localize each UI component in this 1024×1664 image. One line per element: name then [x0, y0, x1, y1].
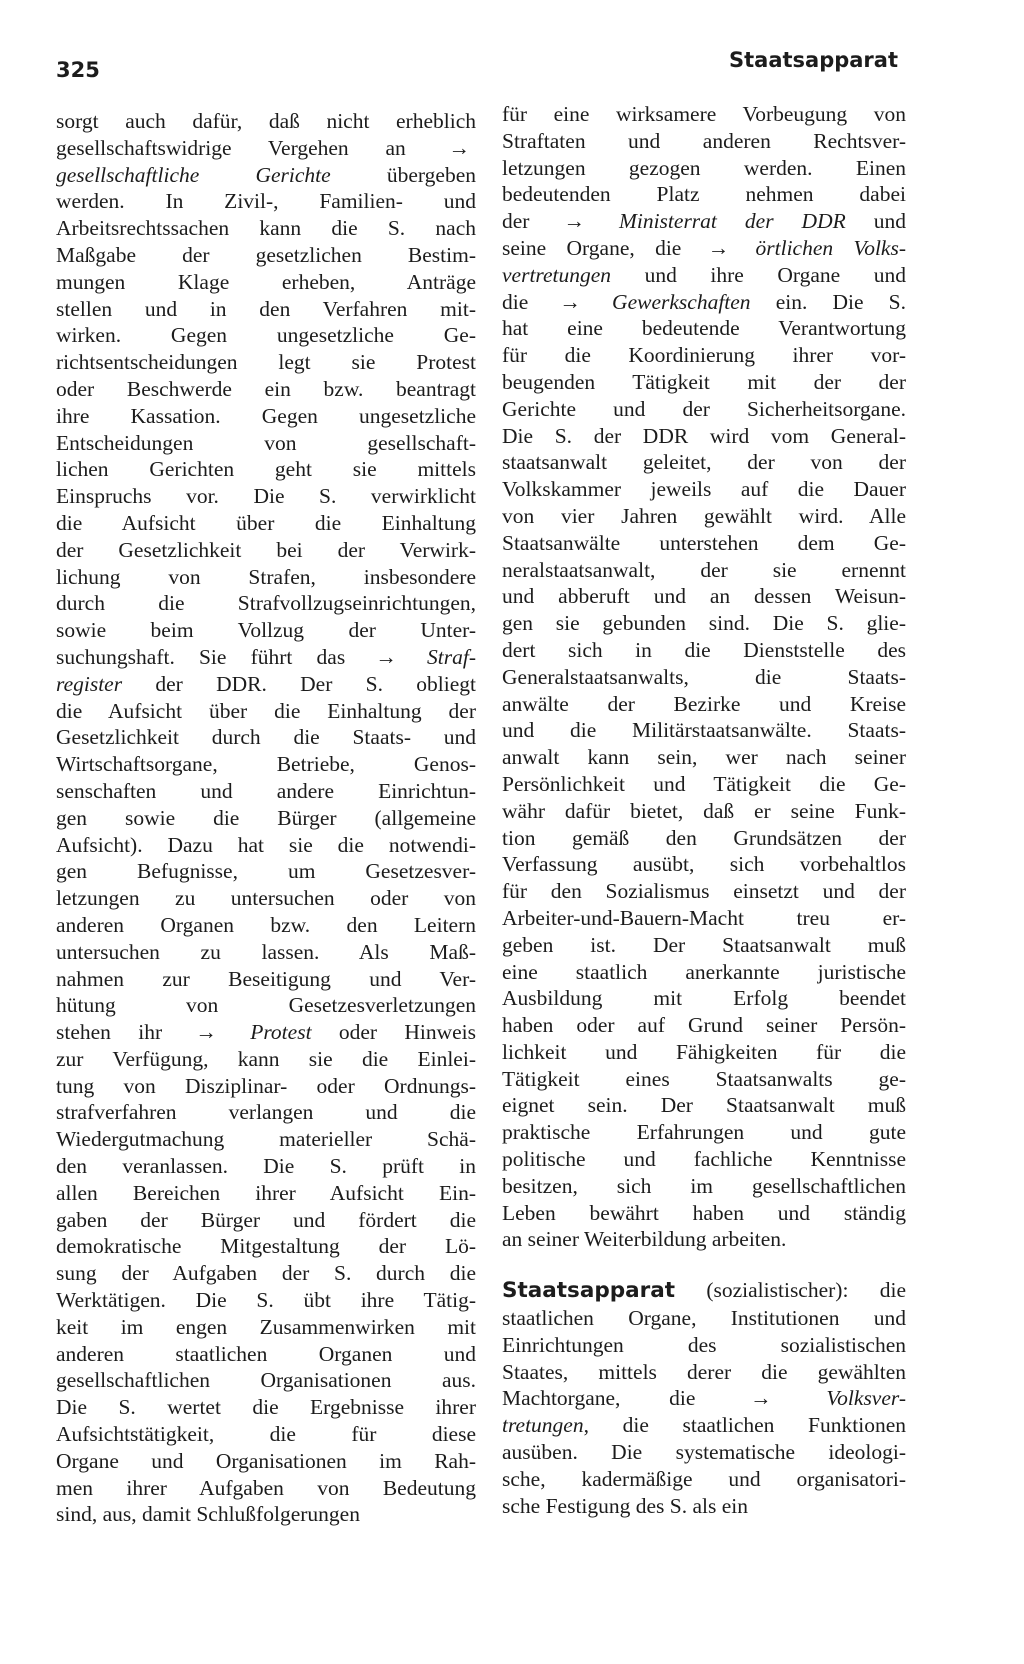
- text-line: anderen staatlichen Organen und: [56, 1341, 476, 1366]
- text-line: ausüben. Die systematische ideologi-: [502, 1440, 906, 1465]
- page-number: 325: [56, 58, 100, 82]
- text-line: der → Ministerrat der DDR und: [502, 209, 906, 234]
- text-line: untersuchen zu lassen. Als Maß-: [56, 939, 476, 964]
- text-line: ihre Kassation. Gegen ungesetzliche: [56, 403, 476, 428]
- text-line: Wiedergutmachung materieller Schä-: [56, 1127, 476, 1152]
- entry-text: (sozialistischer): die: [675, 1278, 906, 1303]
- text-line: gen sie gebunden sind. Die S. glie-: [502, 611, 906, 636]
- text-line: sung der Aufgaben der S. durch die: [56, 1261, 476, 1286]
- text-line: Arbeiter-und-Bauern-Macht treu er-: [502, 905, 906, 930]
- text-line: gaben der Bürger und fördert die: [56, 1207, 476, 1232]
- text-line: Gerichte und der Sicherheitsorgane.: [502, 396, 906, 421]
- text-line: Maßgabe der gesetzlichen Bestim-: [56, 242, 476, 267]
- left-column: [56, 108, 476, 1528]
- text-line: vertretungen und ihre Organe und: [502, 262, 906, 287]
- text-line: Leben bewährt haben und ständig: [502, 1200, 906, 1225]
- text-line: sorgt auch dafür, daß nicht erheblich: [56, 109, 476, 133]
- text-line: zur Verfügung, kann sie die Einlei-: [56, 1046, 476, 1071]
- text-line: [502, 1277, 906, 1305]
- text-line: Werktätigen. Die S. übt ihre Tätig-: [56, 1288, 476, 1313]
- text-line: Tätigkeit eines Staatsanwalts ge-: [502, 1066, 906, 1091]
- text-line: die Aufsicht über die Einhaltung: [56, 510, 476, 535]
- text-line: der Gesetzlichkeit bei der Verwirk-: [56, 537, 476, 562]
- text-line: eignet sein. Der Staatsanwalt muß: [502, 1093, 906, 1118]
- text-line: an seiner Weiterbildung arbeiten.: [502, 1227, 787, 1252]
- text-line: Gesetzlichkeit durch die Staats- und: [56, 725, 476, 750]
- text-line: Entscheidungen von gesellschaft-: [56, 430, 476, 455]
- text-line: hat eine bedeutende Verantwortung: [502, 316, 906, 341]
- text-line: Generalstaatsanwalts, die Staats-: [502, 664, 906, 689]
- text-line: sche Festigung des S. als ein: [502, 1493, 749, 1518]
- text-line: von vier Jahren gewählt wird. Alle: [502, 503, 906, 528]
- text-line: allen Bereichen ihrer Aufsicht Ein-: [56, 1180, 476, 1205]
- text-line: neralstaatsanwalt, der sie ernennt: [502, 557, 906, 582]
- text-line: lichung von Strafen, insbesondere: [56, 564, 476, 589]
- text-line: den veranlassen. Die S. prüft in: [56, 1154, 476, 1179]
- text-line: Einspruchs vor. Die S. verwirklicht: [56, 484, 476, 509]
- text-line: hütung von Gesetzesverletzungen: [56, 993, 476, 1018]
- text-line: Volkskammer jeweils auf die Dauer: [502, 477, 906, 502]
- text-line: lichen Gerichten geht sie mittels: [56, 457, 476, 482]
- text-line: die → Gewerkschaften ein. Die S.: [502, 289, 906, 314]
- entry-headword: Staatsapparat: [502, 1278, 676, 1304]
- text-line: sowie beim Vollzug der Unter-: [56, 618, 476, 643]
- text-line: und die Militärstaatsanwälte. Staats-: [502, 718, 906, 743]
- text-line: und abberuft und an dessen Weisun-: [502, 584, 906, 609]
- text-line: letzungen gezogen werden. Einen: [502, 155, 906, 180]
- text-line: tretungen, die staatlichen Funktionen: [502, 1413, 906, 1438]
- text-line: Staatsanwälte unterstehen dem Ge-: [502, 530, 906, 555]
- text-line: senschaften und andere Einrichtun-: [56, 778, 476, 803]
- text-line: keit im engen Zusammenwirken mit: [56, 1314, 476, 1339]
- text-line: geben ist. Der Staatsanwalt muß: [502, 932, 906, 957]
- text-line: bedeutenden Platz nehmen dabei: [502, 182, 906, 207]
- text-line: währ dafür bietet, daß er seine Funk-: [502, 798, 906, 823]
- text-line: Machtorgane, die → Volksver-: [502, 1386, 906, 1411]
- text-line: stellen und in den Verfahren mit-: [56, 296, 476, 321]
- text-line: letzungen zu untersuchen oder von: [56, 886, 476, 911]
- text-line: für die Koordinierung ihrer vor-: [502, 343, 906, 368]
- text-line: stehen ihr → Protest oder Hinweis: [56, 1020, 477, 1045]
- text-line: staatlichen Organe, Institutionen und: [502, 1306, 906, 1331]
- text-line: Aufsicht). Dazu hat sie die notwendi-: [56, 832, 476, 857]
- text-line: werden. In Zivil-, Familien- und: [56, 189, 476, 214]
- text-line: men ihrer Aufgaben von Bedeutung: [56, 1475, 476, 1500]
- text-line: anderen Organen bzw. den Leitern: [56, 912, 476, 937]
- text-line: Straftaten und anderen Rechtsver-: [502, 128, 906, 153]
- text-line: oder Beschwerde ein bzw. beantragt: [56, 376, 476, 401]
- text-line: politische und fachliche Kenntnisse: [502, 1147, 906, 1172]
- text-line: gesellschaftswidrige Vergehen an →: [56, 135, 470, 160]
- text-line: anwälte der Bezirke und Kreise: [502, 691, 906, 716]
- text-line: tung von Disziplinar- oder Ordnungs-: [56, 1073, 476, 1098]
- text-line: für den Sozialismus einsetzt und der: [502, 879, 906, 904]
- text-line: gen Befugnisse, um Gesetzesver-: [56, 859, 476, 884]
- text-line: anwalt kann sein, wer nach seiner: [502, 745, 906, 770]
- text-line: mungen Klage erheben, Anträge: [56, 269, 476, 294]
- text-line: Staates, mittels derer die gewählten: [502, 1359, 906, 1384]
- text-line: haben oder auf Grund seiner Persön-: [502, 1013, 906, 1038]
- text-line: register der DDR. Der S. obliegt: [56, 671, 476, 696]
- text-line: Einrichtungen des sozialistischen: [502, 1332, 906, 1357]
- text-line: sind, aus, damit Schlußfolgerungen: [56, 1502, 360, 1527]
- text-line: Ausbildung mit Erfolg beendet: [502, 986, 906, 1011]
- text-line: Verfassung ausübt, sich vorbehaltlos: [502, 852, 906, 877]
- text-line: sche, kadermäßige und organisatori-: [502, 1466, 906, 1491]
- text-line: durch die Strafvollzugseinrichtungen,: [56, 591, 476, 616]
- text-line: demokratische Mitgestaltung der Lö-: [56, 1234, 476, 1259]
- dictionary-entry: [502, 1277, 906, 1519]
- text-line: richtsentscheidungen legt sie Protest: [56, 350, 476, 375]
- text-line: dert sich in die Dienststelle des: [502, 637, 906, 662]
- text-line: eine staatlich anerkannte juristische: [502, 959, 906, 984]
- text-line: wirken. Gegen ungesetzliche Ge-: [56, 323, 476, 348]
- text-line: gesellschaftliche Gerichte übergeben: [56, 162, 476, 187]
- text-line: praktische Erfahrungen und gute: [502, 1120, 906, 1145]
- text-line: Die S. der DDR wird vom General-: [502, 423, 906, 448]
- text-line: für eine wirksamere Vorbeugung von: [502, 102, 906, 126]
- text-line: Organe und Organisationen im Rah-: [56, 1448, 476, 1473]
- text-line: lichkeit und Fähigkeiten für die: [502, 1039, 906, 1064]
- text-line: Persönlichkeit und Tätigkeit die Ge-: [502, 771, 906, 796]
- text-line: Arbeitsrechtssachen kann die S. nach: [56, 216, 476, 241]
- text-line: staatsanwalt geleitet, der von der: [502, 450, 906, 475]
- text-line: tion gemäß den Grundsätzen der: [502, 825, 906, 850]
- text-line: nahmen zur Beseitigung und Ver-: [56, 966, 476, 991]
- text-line: Wirtschaftsorgane, Betriebe, Genos-: [56, 752, 476, 777]
- text-line: Die S. wertet die Ergebnisse ihrer: [56, 1395, 476, 1420]
- text-line: suchungshaft. Sie führt das → Straf-: [56, 644, 476, 669]
- text-line: Aufsichtstätigkeit, die für diese: [56, 1422, 476, 1447]
- text-line: die Aufsicht über die Einhaltung der: [56, 698, 476, 723]
- text-line: gen sowie die Bürger (allgemeine: [56, 805, 476, 830]
- text-line: strafverfahren verlangen und die: [56, 1100, 476, 1125]
- running-head: Staatsapparat: [728, 48, 898, 72]
- right-column: [502, 101, 906, 1519]
- text-line: gesellschaftlichen Organisationen aus.: [56, 1368, 476, 1393]
- text-line: beugenden Tätigkeit mit der der: [502, 369, 906, 394]
- text-line: seine Organe, die → örtlichen Volks-: [502, 235, 907, 260]
- text-line: besitzen, sich im gesellschaftlichen: [502, 1173, 906, 1198]
